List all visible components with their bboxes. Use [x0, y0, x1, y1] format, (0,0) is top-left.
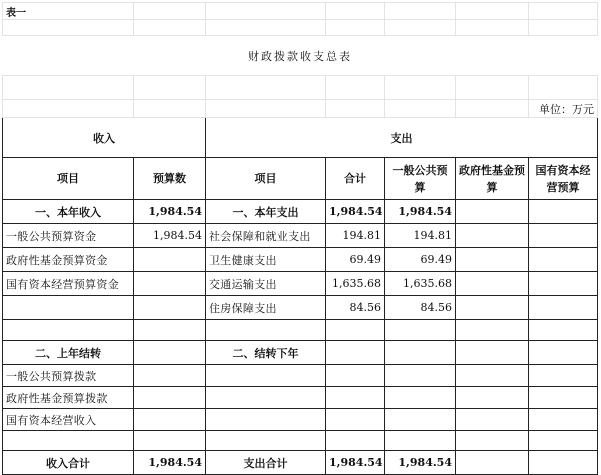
income-header: 收入: [3, 118, 206, 158]
income-total-label: 收入合计: [3, 451, 134, 475]
income-row-label: 一般公共预算资金: [3, 224, 134, 248]
expense-row-label: 社会保障和就业支出: [206, 224, 326, 248]
col-total: 合计: [326, 158, 385, 200]
table-row: [3, 248, 598, 272]
income-row-label: 国有资本经营预算资金: [3, 272, 134, 296]
income-section-current: 一、本年收入: [3, 200, 134, 224]
income-row-label: 政府性基金预算资金: [3, 248, 134, 272]
income-section-current-value: 1,984.54: [134, 200, 206, 224]
carry-row-label: 政府性基金预算拨款: [3, 387, 134, 409]
table-row: [3, 409, 598, 431]
expense-section-current-general: 1,984.54: [385, 200, 456, 224]
expense-row-total: 84.56: [326, 296, 385, 320]
expense-row-total: 194.81: [326, 224, 385, 248]
expense-section-current-total: 1,984.54: [326, 200, 385, 224]
col-item-expense: 项目: [206, 158, 326, 200]
sheet-tag: 表一: [3, 3, 134, 20]
expense-header: 支出: [206, 118, 598, 158]
col-item: 项目: [3, 158, 134, 200]
col-fund: 政府性基金预算: [456, 158, 529, 200]
income-section-carryover: 二、上年结转: [3, 341, 134, 365]
expense-section-carryforward: 二、结转下年: [206, 341, 326, 365]
income-row-value: 1,984.54: [134, 224, 206, 248]
expense-row-total: 69.49: [326, 248, 385, 272]
income-row-value: [134, 272, 206, 296]
expense-total-label: 支出合计: [206, 451, 326, 475]
carry-row-label: 国有资本经营收入: [3, 409, 134, 431]
table-row: [3, 296, 598, 320]
summary-table: [2, 2, 598, 475]
expense-row-label: 住房保障支出: [206, 296, 326, 320]
col-budget: 预算数: [134, 158, 206, 200]
expense-row-total: 1,635.68: [326, 272, 385, 296]
col-capital: 国有资本经营预算: [529, 158, 598, 200]
unit-label: 单位：万元: [529, 100, 598, 118]
table-row: [3, 365, 598, 387]
expense-total-value: 1,984.54: [326, 451, 385, 475]
expense-row-general: 194.81: [385, 224, 456, 248]
expense-row-general: 1,635.68: [385, 272, 456, 296]
expense-row-label: 交通运输支出: [206, 272, 326, 296]
expense-row-general: 69.49: [385, 248, 456, 272]
expense-row-general: 84.56: [385, 296, 456, 320]
table-row: [3, 387, 598, 409]
carry-row-label: 一般公共预算拨款: [3, 365, 134, 387]
income-total-value: 1,984.54: [134, 451, 206, 475]
col-general: 一般公共预算: [385, 158, 456, 200]
page-title: 财政拨款收支总表: [248, 49, 352, 63]
table-row: [3, 272, 598, 296]
expense-total-general: 1,984.54: [385, 451, 456, 475]
expense-row-label: 卫生健康支出: [206, 248, 326, 272]
table-row: [3, 224, 598, 248]
expense-section-current: 一、本年支出: [206, 200, 326, 224]
income-row-value: [134, 248, 206, 272]
